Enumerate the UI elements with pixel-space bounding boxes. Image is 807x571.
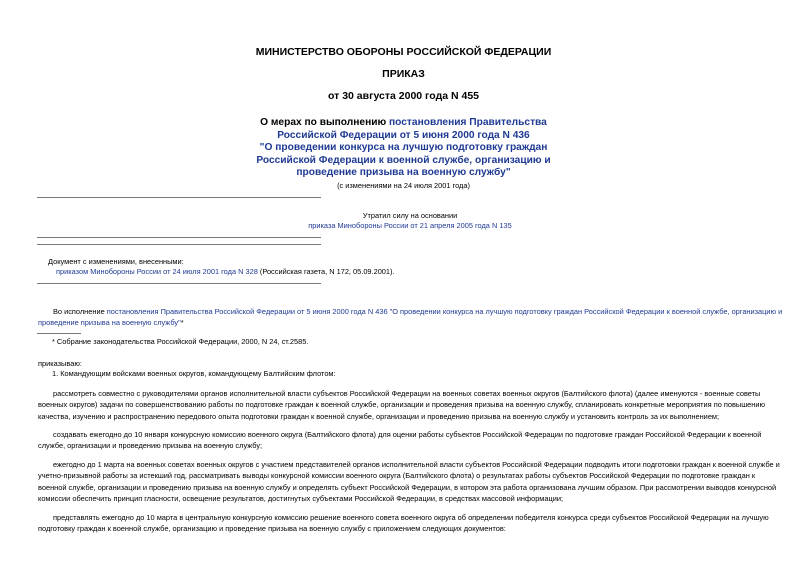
changes-label: Документ с изменениями, внесенными: bbox=[48, 257, 184, 266]
changes-link[interactable]: приказом Минобороны России от 24 июля 2001 года N 328 bbox=[56, 267, 258, 276]
title-link-line5[interactable]: проведение призыва на военную службу" bbox=[296, 167, 511, 178]
footnote: * Собрание законодательства Российской Федерации, 2000, N 24, ст.2585. bbox=[52, 337, 309, 346]
title-prefix: О мерах по выполнению bbox=[260, 117, 390, 128]
paragraph-3: ежегодно до 1 марта на военных советах военных округов с участием представителей органов исполнительной власти субъектов Российской Федерации подводить итоги подготовки граждан к военной службе и учетно-призывной работы за истекший год, рассматривать выводы конкурсной комиссии военного округа (Балтийского флота) о результатах работы субъектов Российской Федерации по подготовке граждан к военной службе, организации и проведению призыва на военную службу и определять субъект Российской Федерации, в котором эта работа организована лучшим образом. При рассмотрении выводов конкурсной комиссии обеспечить принцип гласности, освещение результатов, достигнутых субъектами Российской Федерации, в средствах массовой информации; bbox=[38, 460, 780, 504]
title-link-line2[interactable]: Российской Федерации от 5 июня 2000 года N 436 bbox=[277, 129, 530, 141]
intro-suffix: * bbox=[180, 318, 184, 328]
document-title bbox=[0, 117, 807, 180]
document-date-number: от 30 августа 2000 года N 455 bbox=[327, 90, 480, 102]
intro-prefix: Во исполнение bbox=[53, 307, 107, 316]
changes-suffix: (Российская газета, N 172, 05.09.2001). bbox=[257, 267, 395, 276]
amendments-note: (с изменениями на 24 июля 2001 года) bbox=[337, 181, 470, 190]
repeal-link[interactable]: приказа Минобороны России от 21 апреля 2005 года N 135 bbox=[308, 221, 512, 230]
divider bbox=[37, 283, 321, 284]
intro-link-cont[interactable]: проведение призыва на военную службу" bbox=[38, 318, 181, 328]
changes-reference bbox=[56, 267, 395, 276]
item-1: 1. Командующим войсками военных округов, командующему Балтийским флотом: bbox=[52, 369, 336, 378]
paragraph-4: представлять ежегодно до 10 марта в центральную конкурсную комиссию решение военного совета военного округа об определении победителя конкурса среди субъектов Российской Федерации на лучшую подготовку граждан к военной службе, организацию и проведение призыва на военную службу с приложением следующих документов: bbox=[38, 513, 769, 534]
intro-link[interactable]: постановления Правительства Российской Федерации от 5 июня 2000 года N 436 "О проведении конкурса на лучшую подготовку граждан Российской Федерации к военной службе, организацию и bbox=[106, 307, 783, 316]
title-link-line3[interactable]: "О проведении конкурса на лучшую подготовку граждан bbox=[259, 142, 548, 153]
title-link[interactable]: постановления Правительства bbox=[389, 117, 547, 128]
ministry-heading: МИНИСТЕРСТВО ОБОРОНЫ РОССИЙСКОЙ ФЕДЕРАЦИИ bbox=[255, 46, 552, 58]
repeal-text: Утратил силу на основании bbox=[362, 211, 458, 220]
paragraph-1: рассмотреть совместно с руководителями органов исполнительной власти субъектов Российской Федерации на военных советах военных округов (Балтийского флота) (далее именуются - военные советы военных округов) задачи по совершенствованию работы по подготовке граждан к военной службе, организации и проведения призыва на военную службу, спланировать конкретные мероприятия по повышению качества, изучению и распространению передового опыта подготовки граждан к военной службе, организации и проведению призыва на военную службу и установить контроль за их выполнением; bbox=[38, 389, 766, 421]
title-link-line4[interactable]: Российской Федерации к военной службе, организацию и bbox=[256, 154, 551, 166]
order-word: приказываю: bbox=[38, 359, 82, 368]
divider bbox=[37, 237, 321, 238]
paragraph-2: создавать ежегодно до 10 января конкурсную комиссию военного округа (Балтийского флота) для оценки работы субъектов Российской Федерации по подготовке граждан Российской Федерации к военной службе, организации и проведению призыва на военную службу; bbox=[38, 430, 762, 451]
document-type: ПРИКАЗ bbox=[382, 68, 425, 80]
intro-paragraph bbox=[38, 306, 783, 329]
footnote-divider bbox=[37, 333, 81, 334]
divider bbox=[37, 244, 321, 245]
divider bbox=[37, 197, 321, 198]
